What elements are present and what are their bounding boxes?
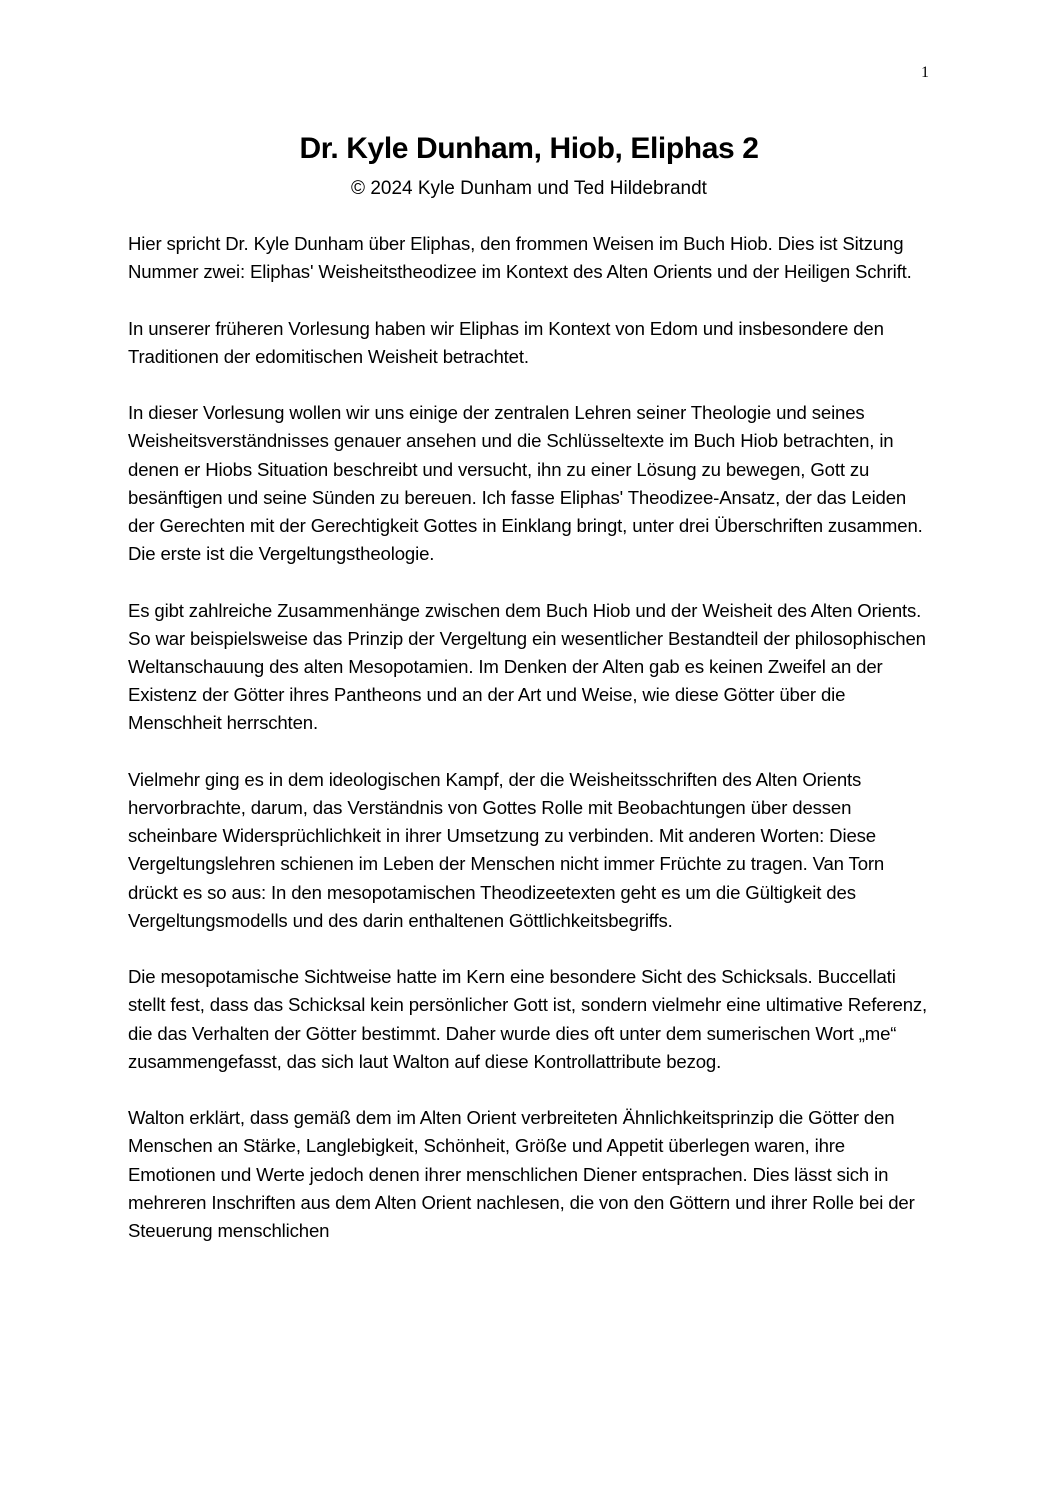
paragraph-2: In unserer früheren Vorlesung haben wir Eliphas im Kontext von Edom und insbesondere den Traditionen der edomitischen Weisheit betrachtet. <box>128 317 884 367</box>
paragraph-6: Die mesopotamische Sichtweise hatte im Kern eine besondere Sicht des Schicksals. Buccellati stellt fest, dass das Schicksal kein persönlicher Gott ist, sondern vielmehr eine ultimative Referenz, die das Verhalten der Götter bestimmt. Daher wurde dies oft unter dem sumerischen Wort „me“ zusammengefasst, das sich laut Walton auf diese Kontrollattribute bezog. <box>128 966 928 1072</box>
document-title: Dr. Kyle Dunham, Hiob, Eliphas 2 <box>299 132 759 165</box>
paragraph-3: In dieser Vorlesung wollen wir uns einige der zentralen Lehren seiner Theologie und seines Weisheitsverständnisses genauer ansehen und die Schlüsseltexte im Buch Hiob betrachten, in denen er Hiobs Situation beschreibt und versucht, ihn zu einer Lösung zu bewegen, Gott zu besänftigen und seine Sünden zu bereuen. Ich fasse Eliphas' Theodizee-Ansatz, der das Leiden der Gerechten mit der Gerechtigkeit Gottes in Einklang bringt, unter drei Überschriften zusammen. Die erste ist die Vergeltungstheologie. <box>128 402 923 565</box>
page-number: 1 <box>921 64 929 81</box>
paragraph-4: Es gibt zahlreiche Zusammenhänge zwischen dem Buch Hiob und der Weisheit des Alten Orients. So war beispielsweise das Prinzip der Vergeltung ein wesentlicher Bestandteil der philosophischen Weltanschauung des alten Mesopotamien. Im Denken der Alten gab es keinen Zweifel an der Existenz der Götter ihres Pantheons und an der Art und Weise, wie diese Götter über die Menschheit herrschten. <box>128 599 926 734</box>
paragraph-7: Walton erklärt, dass gemäß dem im Alten Orient verbreiteten Ähnlichkeitsprinzip die Götter den Menschen an Stärke, Langlebigkeit, Schönheit, Größe und Appetit überlegen waren, ihre Emotionen und Werte jedoch denen ihrer menschlichen Diener entsprachen. Dies lässt sich in mehreren Inschriften aus dem Alten Orient nachlesen, die von den Göttern und ihrer Rolle bei der Steuerung menschlichen <box>128 1107 915 1242</box>
copyright-line: © 2024 Kyle Dunham und Ted Hildebrandt <box>351 178 707 199</box>
document-body <box>128 230 928 1273</box>
paragraph-5: Vielmehr ging es in dem ideologischen Kampf, der die Weisheitsschriften des Alten Orients hervorbrachte, darum, das Verständnis von Gottes Rolle mit Beobachtungen über dessen scheinbare Widersprüchlichkeit in ihrer Umsetzung zu verbinden. Mit anderen Worten: Diese Vergeltungslehren schienen im Leben der Menschen nicht immer Früchte zu tragen. Van Torn drückt es so aus: In den mesopotamischen Theodizeetexten geht es um die Gültigkeit des Vergeltungsmodells und des darin enthaltenen Göttlichkeitsbegriffs. <box>128 768 885 931</box>
paragraph-1: Hier spricht Dr. Kyle Dunham über Eliphas, den frommen Weisen im Buch Hiob. Dies ist Sitzung Nummer zwei: Eliphas' Weisheitstheodizee im Kontext des Alten Orients und der Heiligen Schrift. <box>128 233 912 283</box>
